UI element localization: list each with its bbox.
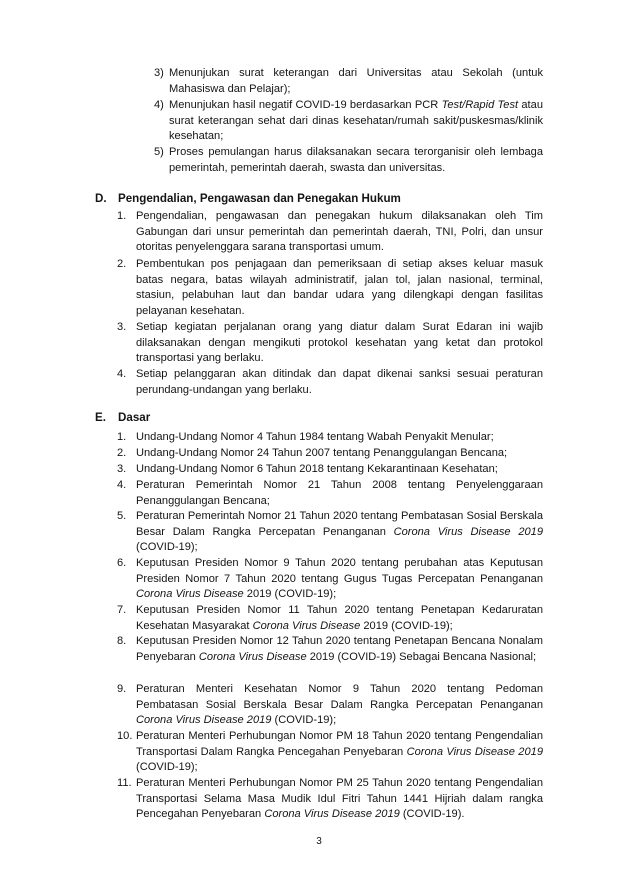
item-text: Undang-Undang Nomor 6 Tahun 2018 tentang Kekarantinaan Kesehatan;	[136, 463, 498, 475]
item-number: 5)	[154, 146, 164, 158]
list-item	[117, 446, 543, 462]
item-text: Proses pemulangan harus dilaksanakan secara terorganisir oleh lembaga pemerintah, pemerintah daerah, swasta dan universitas.	[169, 146, 543, 174]
item-text: Keputusan Presiden Nomor 9 Tahun 2020 tentang perubahan atas Keputusan Presiden Nomor 7 Tahun 2020 tentang Gugus Tugas Percepatan Penanganan Corona Virus Disease 2019 (COVID-19);	[136, 557, 543, 601]
list-item	[154, 66, 543, 97]
page-number: 3	[316, 836, 322, 847]
list-item	[117, 209, 543, 256]
item-text: Menunjukan hasil negatif COVID-19 berdasarkan PCR Test/Rapid Test atau surat keterangan sehat dari dinas kesehatan/rumah sakit/puskesmas/klinik kesehatan;	[169, 99, 543, 143]
list-item	[117, 509, 543, 556]
section-letter: E.	[95, 411, 106, 424]
item-number: 4)	[154, 99, 164, 111]
item-number: 9.	[117, 683, 127, 695]
list-item	[117, 634, 543, 665]
list-item	[117, 776, 543, 823]
item-text: Peraturan Menteri Perhubungan Nomor PM 18 Tahun 2020 tentang Pengendalian Transportasi Dalam Rangka Pencegahan Penyebaran Corona Virus Disease 2019 (COVID-19);	[136, 730, 543, 774]
item-text: Undang-Undang Nomor 24 Tahun 2007 tentang Penanggulangan Bencana;	[136, 447, 508, 459]
item-number: 4.	[117, 479, 127, 491]
item-text: Peraturan Menteri Kesehatan Nomor 9 Tahun 2020 tentang Pedoman Pembatasan Sosial Berskala Besar Dalam Rangka Percepatan Penanganan Corona Virus Disease 2019 (COVID-19);	[136, 683, 543, 727]
list-item	[117, 430, 543, 446]
list-item	[154, 98, 543, 145]
item-number: 10.	[117, 730, 133, 742]
item-text: Peraturan Pemerintah Nomor 21 Tahun 2008 tentang Penyelenggaraan Penanggulangan Bencana;	[136, 479, 543, 507]
list-item	[117, 729, 543, 776]
item-text: Menunjukan surat keterangan dari Universitas atau Sekolah (untuk Mahasiswa dan Pelajar);	[169, 67, 543, 95]
item-number: 3.	[117, 321, 127, 333]
item-number: 3)	[154, 67, 164, 79]
item-number: 1.	[117, 431, 127, 443]
section-heading	[95, 410, 150, 426]
item-text: Setiap pelanggaran akan ditindak dan dapat dikenai sanksi sesuai peraturan perundang-undangan yang berlaku.	[136, 368, 543, 396]
list-item	[117, 603, 543, 634]
item-number: 7.	[117, 604, 127, 616]
list-item	[154, 145, 543, 176]
item-number: 2.	[117, 258, 127, 270]
item-text: Pembentukan pos penjagaan dan pemeriksaan di setiap akses keluar masuk batas negara, batas wilayah administratif, jalan tol, jalan nasional, terminal, stasiun, pelabuhan laut dan bandar udara yang dilengkapi dengan fasilitas pelayanan kesehatan.	[136, 258, 543, 317]
section-title: Pengendalian, Pengawasan dan Penegakan Hukum	[118, 192, 401, 205]
list-item	[117, 478, 543, 509]
item-text: Keputusan Presiden Nomor 12 Tahun 2020 tentang Penetapan Bencana Nonalam Penyebaran Corona Virus Disease 2019 (COVID-19) Sebagai Bencana Nasional;	[136, 635, 543, 663]
item-number: 5.	[117, 510, 127, 522]
item-number: 3.	[117, 463, 127, 475]
list-item	[117, 320, 543, 367]
section-title: Dasar	[118, 411, 151, 424]
list-item	[117, 682, 543, 729]
item-number: 8.	[117, 635, 127, 647]
item-number: 4.	[117, 368, 127, 380]
item-number: 2.	[117, 447, 127, 459]
item-number: 11.	[117, 777, 132, 789]
section-heading	[95, 191, 401, 207]
item-text: Setiap kegiatan perjalanan orang yang diatur dalam Surat Edaran ini wajib dilaksanakan dengan mengikuti protokol kesehatan yang ketat dan protokol transportasi yang berlaku.	[136, 321, 543, 365]
item-text: Peraturan Pemerintah Nomor 21 Tahun 2020 tentang Pembatasan Sosial Berskala Besar Dalam Rangka Percepatan Penanganan Corona Virus Disease 2019 (COVID-19);	[136, 510, 543, 554]
item-text: Undang-Undang Nomor 4 Tahun 1984 tentang Wabah Penyakit Menular;	[136, 431, 494, 443]
item-text: Pengendalian, pengawasan dan penegakan hukum dilaksanakan oleh Tim Gabungan dari unsur pemerintah dan pemerintah daerah, TNI, Polri, dan unsur otoritas penyelenggara sarana transportasi umum.	[136, 210, 543, 254]
item-number: 1.	[117, 210, 127, 222]
list-item	[117, 556, 543, 603]
list-item	[117, 462, 543, 478]
list-item	[117, 257, 543, 319]
section-letter: D.	[95, 192, 107, 205]
item-number: 6.	[117, 557, 127, 569]
list-item	[117, 367, 543, 398]
item-text: Peraturan Menteri Perhubungan Nomor PM 25 Tahun 2020 tentang Pengendalian Transportasi Selama Masa Mudik Idul Fitri Tahun 1441 Hijriah dalam rangka Pencegahan Penyebaran Corona Virus Disease 2019 (COVID-19).	[136, 777, 543, 821]
item-text: Keputusan Presiden Nomor 11 Tahun 2020 tentang Penetapan Kedaruratan Kesehatan Masyarakat Corona Virus Disease 2019 (COVID-19);	[136, 604, 543, 632]
